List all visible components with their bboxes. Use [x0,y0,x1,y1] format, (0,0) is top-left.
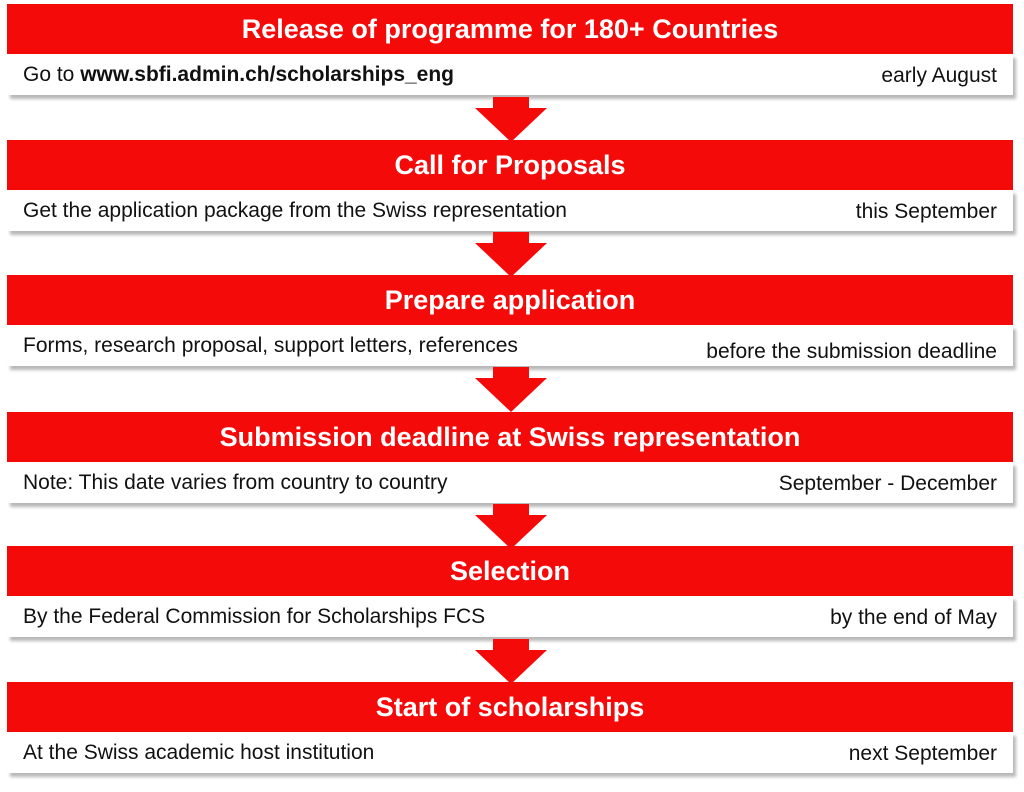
down-arrow-icon [475,639,547,684]
step-timing: next September [848,742,997,765]
step-start-of-scholarships [7,682,1013,773]
step-description: Get the application package from the Swiss representation [23,199,567,222]
step-release-programme [7,4,1013,95]
step-selection [7,546,1013,637]
step-submission-deadline [7,412,1013,503]
step-timing: before the submission deadline [706,340,997,363]
step-details [7,190,1013,231]
step-timing: early August [881,64,997,87]
step-description: Note: This date varies from country to country [23,471,448,494]
down-arrow-icon [475,367,547,412]
step-description: Forms, research proposal, support letters, references [23,334,518,357]
step-prepare-application [7,275,1013,366]
down-arrow-icon [475,97,547,142]
step-title: Selection [7,546,1013,596]
sbfi-scholarships-link[interactable]: www.sbfi.admin.ch/scholarships_eng [80,63,455,86]
step-details [7,462,1013,503]
step-title: Prepare application [7,275,1013,325]
step-details [7,54,1013,95]
step-title: Release of programme for 180+ Countries [7,4,1013,54]
down-arrow-icon [475,504,547,549]
step-details [7,325,1013,366]
step-timing: by the end of May [830,606,997,629]
step-timing: September - December [778,472,997,495]
step-details [7,596,1013,637]
step-timing: this September [855,200,997,223]
step-description: By the Federal Commission for Scholarships FCS [23,605,486,628]
down-arrow-icon [475,232,547,277]
step-description: At the Swiss academic host institution [23,741,375,764]
description-prefix: Go to [23,63,81,86]
step-title: Call for Proposals [7,140,1013,190]
step-description [23,54,454,96]
step-title: Start of scholarships [7,682,1013,732]
step-title: Submission deadline at Swiss representation [7,412,1013,462]
step-details [7,732,1013,773]
step-call-for-proposals [7,140,1013,231]
